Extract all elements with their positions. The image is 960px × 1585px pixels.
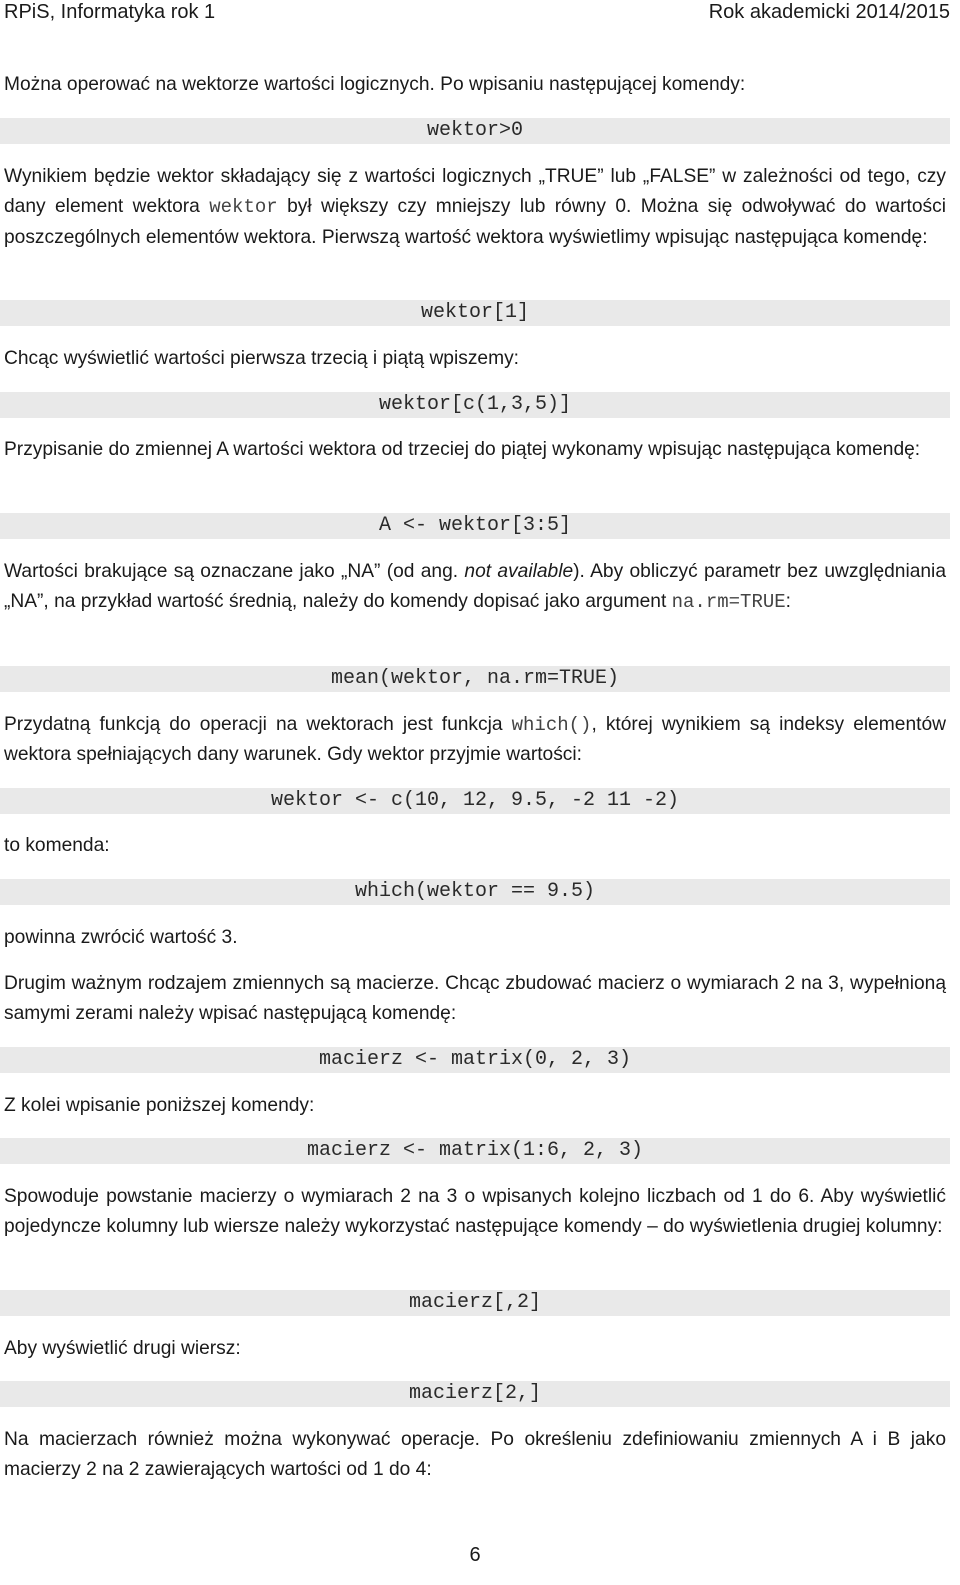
- code-matrix-seq: macierz <- matrix(1:6, 2, 3): [306, 1139, 644, 1162]
- code-matrix-col: macierz[,2]: [408, 1291, 542, 1314]
- code-wektor-index: wektor[1]: [420, 301, 530, 324]
- code-wektor-c: wektor[c(1,3,5)]: [378, 393, 572, 416]
- paragraph-logical-result: Wynikiem będzie wektor składający się z wartości logicznych „TRUE” lub „FALSE” w zależności od tego, czy dany element wektora wektor był większy czy mniejszy lub równy 0. Można się odwoływać do wartości poszczególnych elementów wektora. Pierwszą wartość wektora wyświetlimy wpisując następująca komendę:: [4, 166, 947, 248]
- paragraph-columns-rows: Spowoduje powstanie macierzy o wymiarach 2 na 3 o wpisanych kolejno liczbach od 1 do 6. Aby wyświetlić pojedyncze kolumny lub wiersze należy wykorzystać następujące komendy – do wyświetlenia drugiej kolumny:: [4, 1186, 946, 1238]
- paragraph-matrices: Drugim ważnym rodzajem zmiennych są macierze. Chcąc zbudować macierz o wymiarach 2 na 3, wypełnioną samymi zerami należy wpisać następującą komendę:: [4, 973, 946, 1025]
- code-matrix-zero: macierz <- matrix(0, 2, 3): [318, 1048, 632, 1071]
- paragraph-second-row: Aby wyświetlić drugi wiersz:: [4, 1338, 241, 1359]
- header-course: RPiS, Informatyka rok 1: [4, 1, 216, 23]
- header-year: Rok akademicki 2014/2015: [708, 1, 950, 23]
- paragraph-na-values: Wartości brakujące są oznaczane jako „NA” (od ang. not available). Aby obliczyć parametr bez uwzględniania „NA”, na przykład wartość średnią, należy do komendy dopisać jako argument na.rm=TRUE:: [4, 561, 946, 614]
- paragraph-assign-a: Przypisanie do zmiennej A wartości wektora od trzeciej do piątej wykonamy wpisując następująca komendę:: [4, 439, 921, 460]
- page-number: 6: [469, 1544, 481, 1566]
- paragraph-matrix-ops: Na macierzach również można wykonywać operacje. Po określeniu zdefiniowaniu zmiennych A i B jako macierzy 2 na 2 zawierających wartości od 1 do 4:: [4, 1429, 946, 1481]
- code-wektor-gt-0: wektor>0: [426, 119, 523, 142]
- emphasis-not-available: not available: [464, 561, 574, 582]
- code-matrix-row: macierz[2,]: [408, 1382, 542, 1405]
- code-assign-a: A <- wektor[3:5]: [378, 514, 572, 537]
- page-header: [4, 0, 950, 24]
- paragraph-which: Przydatną funkcją do operacji na wektorach jest funkcja which(), której wynikiem są indeksy elementów wektora spełniających dany warunek. Gdy wektor przyjmie wartości:: [4, 714, 946, 766]
- paragraph-next-command: Z kolei wpisanie poniższej komendy:: [4, 1095, 315, 1116]
- inline-code-na-rm: na.rm=TRUE: [671, 591, 786, 614]
- code-which: which(wektor == 9.5): [354, 880, 596, 903]
- paragraph-select-elements: Chcąc wyświetlić wartości pierwsza trzecią i piątą wpiszemy:: [4, 348, 520, 369]
- paragraph-return-value: powinna zwrócić wartość 3.: [4, 927, 238, 948]
- paragraph-to-komenda: to komenda:: [4, 835, 110, 856]
- paragraph-intro: Można operować na wektorze wartości logicznych. Po wpisaniu następującej komendy:: [4, 74, 746, 95]
- inline-code-wektor: wektor: [209, 196, 278, 219]
- code-wektor-assign: wektor <- c(10, 12, 9.5, -2 11 -2): [270, 789, 680, 812]
- code-mean: mean(wektor, na.rm=TRUE): [330, 667, 620, 690]
- inline-code-which: which(): [511, 714, 592, 736]
